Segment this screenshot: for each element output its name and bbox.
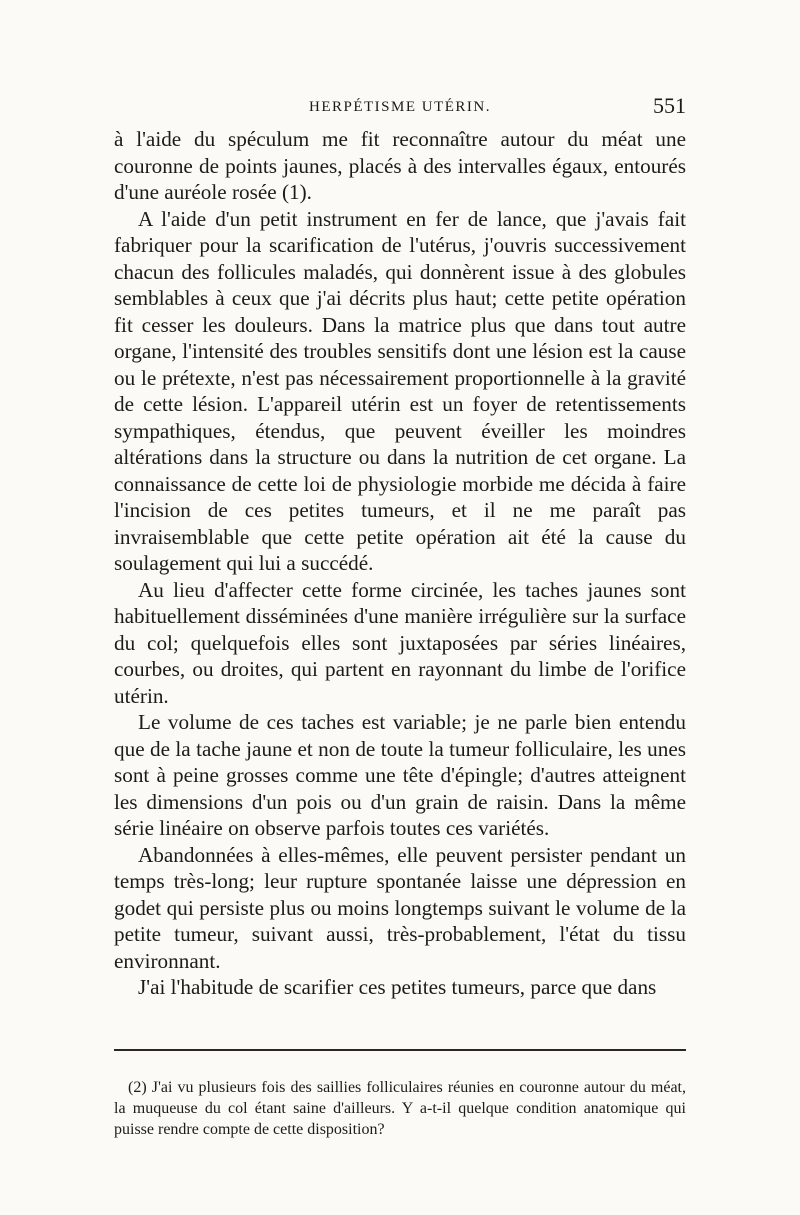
footnote [114, 1077, 686, 1140]
paragraph-habit: J'ai l'habitude de scarifier ces petites tumeurs, parce que dans [138, 975, 657, 999]
body-text [114, 126, 686, 1001]
paragraph-distribution: Au lieu d'affecter cette forme circinée, les taches jaunes sont habituellement disséminées d'une manière irrégulière sur la surface du col; quelquefois elles sont juxtaposées par séries linéaires, courbes, ou droites, qui partent en rayonnant du limbe de l'orifice utérin. [114, 577, 686, 708]
running-title: HERPÉTISME UTÉRIN. [309, 99, 491, 115]
paragraph-scarification: A l'aide d'un petit instrument en fer de lance, que j'avais fait fabriquer pour la scarification de l'utérus, j'ouvris successivement chacun des follicules maladés, qui donnèrent issue à des globules semblables à ceux que j'ai décrits plus haut; cette petite opération fit cesser les douleurs. Dans la matrice plus que dans tout autre organe, l'intensité des troubles sensitifs dont une lésion est la cause ou le prétexte, n'est pas nécessairement proportionnelle à la gravité de cette lésion. L'appareil utérin est un foyer de retentissements sympathiques, étendus, que peuvent éveiller les moindres altérations dans la structure ou dans la nutrition de cet organe. La connaissance de cette loi de physiologie morbide me décida à faire l'incision de ces petites tumeurs, et il ne me paraît pas invraisemblable que cette petite opération ait été la cause du soulagement qui lui a succédé. [114, 206, 686, 575]
page-number: 551 [653, 93, 686, 118]
paragraph-continuation: à l'aide du spéculum me fit reconnaître autour du méat une couronne de points jaunes, placés à des intervalles égaux, entourés d'une auréole rosée (1). [114, 127, 686, 204]
footnote-text: (2) J'ai vu plusieurs fois des saillies folliculaires réunies en couronne autour du méat, la muqueuse du col étant saine d'ailleurs. Y a-t-il quelque condition anatomique qui puisse rendre compte de cette disposition? [114, 1079, 686, 1138]
paragraph-evolution: Abandonnées à elles-mêmes, elle peuvent persister pendant un temps très-long; leur rupture spontanée laisse une dépression en godet qui persiste plus ou moins longtemps suivant le volume de la petite tumeur, suivant aussi, très-probablement, l'état du tissu environnant. [114, 842, 686, 973]
footnote-divider [114, 1049, 686, 1051]
paragraph-volume: Le volume de ces taches est variable; je ne parle bien entendu que de la tache jaune et non de toute la tumeur folliculaire, les unes sont à peine grosses comme une tête d'épingle; d'autres atteignent les dimensions d'un pois ou d'un grain de raisin. Dans la même série linéaire on observe parfois toutes ces variétés. [114, 710, 686, 840]
page-header [114, 93, 686, 121]
